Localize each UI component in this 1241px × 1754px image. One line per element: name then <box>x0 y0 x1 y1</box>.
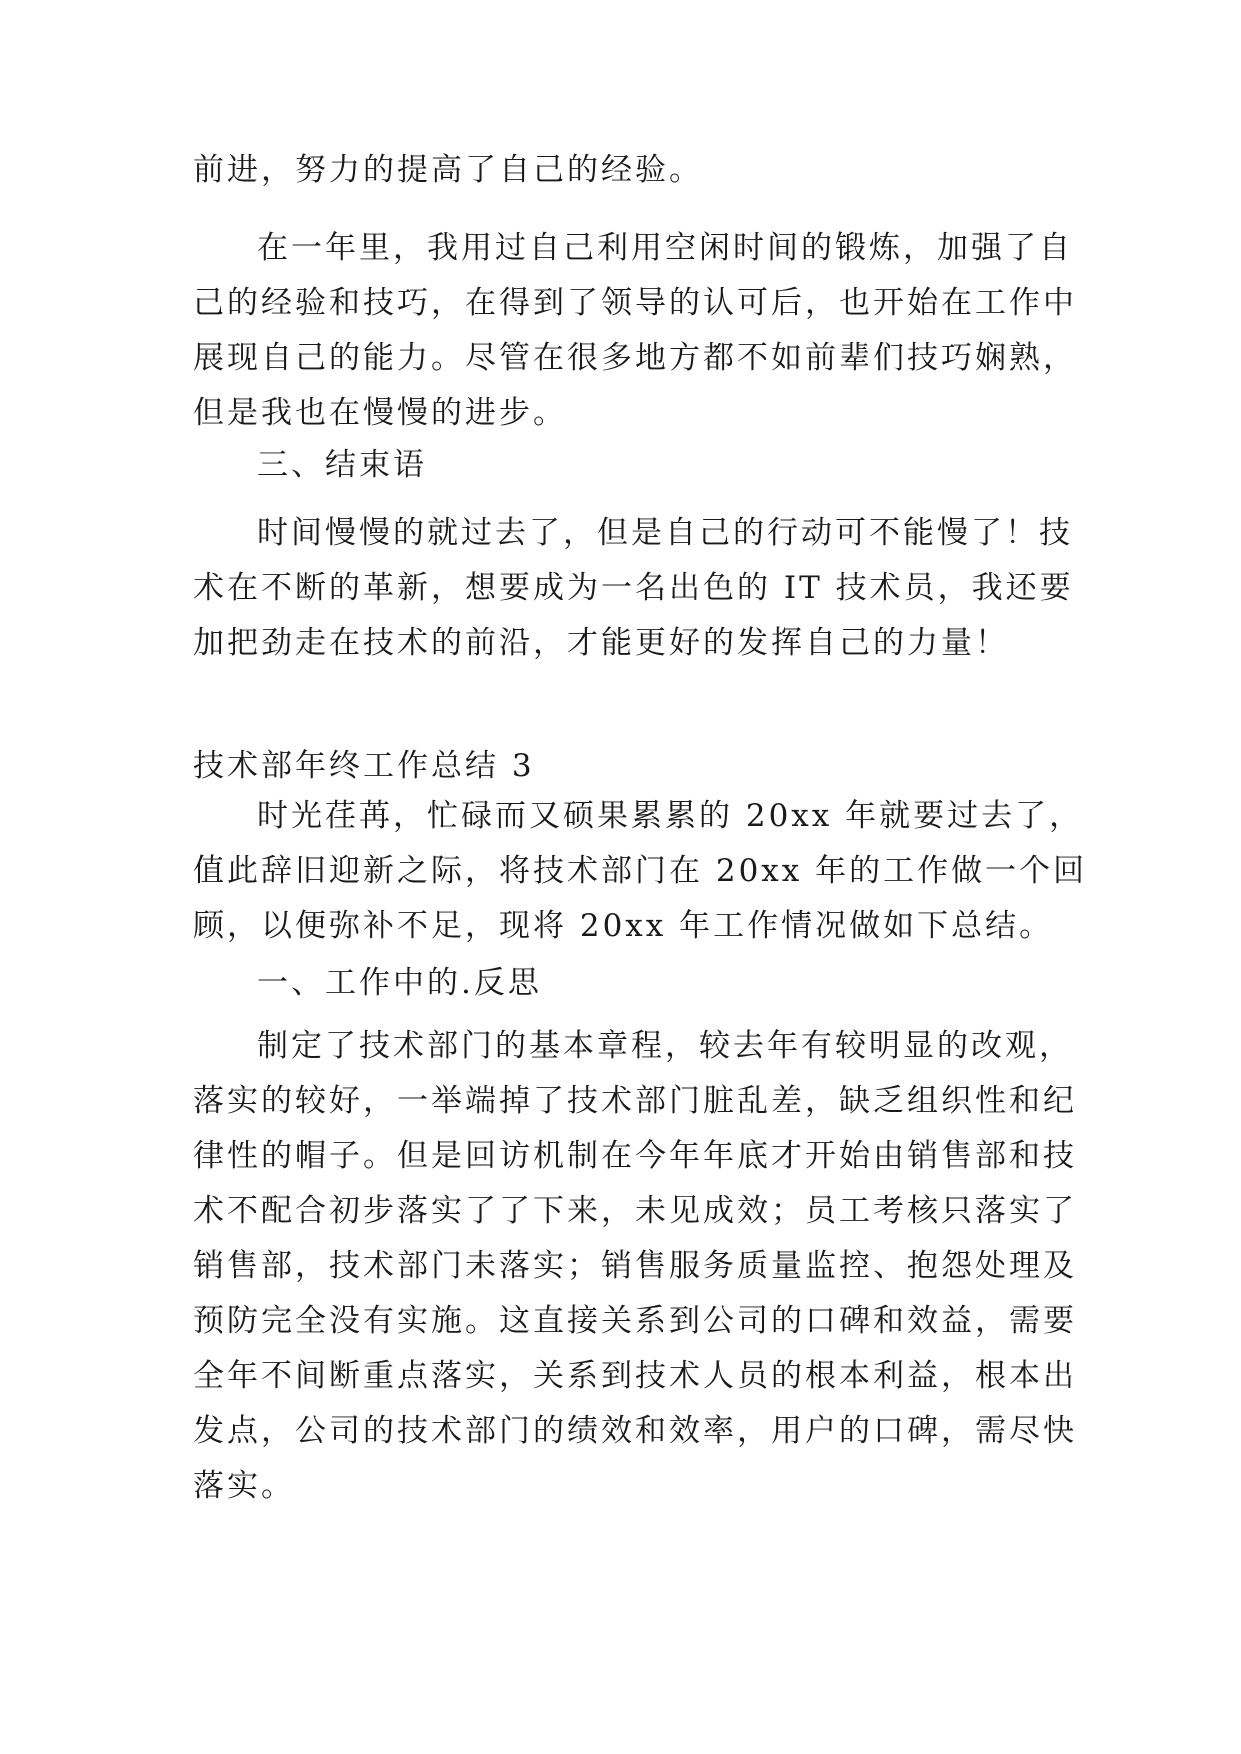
paragraph-line: 但是我也在慢慢的进步。 <box>193 395 567 431</box>
paragraph-line: 预防完全没有实施。这直接关系到公司的口碑和效益，需要 <box>193 1303 1077 1339</box>
paragraph-line: 己的经验和技巧，在得到了领导的认可后，也开始在工作中 <box>193 285 1077 321</box>
paragraph-line: 加把劲走在技术的前沿，才能更好的发挥自己的力量！ <box>193 625 1009 661</box>
section-heading: 一、工作中的.反思 <box>257 965 542 1001</box>
paragraph-line: 落实的较好，一举端掉了技术部门脏乱差，缺乏组织性和纪 <box>193 1083 1077 1119</box>
paragraph-line: 术在不断的革新，想要成为一名出色的 IT 技术员，我还要 <box>193 570 1074 606</box>
paragraph-line: 顾，以便弥补不足，现将 20xx 年工作情况做如下总结。 <box>193 908 1054 944</box>
paragraph-line: 展现自己的能力。尽管在很多地方都不如前辈们技巧娴熟， <box>193 340 1077 376</box>
paragraph-line: 术不配合初步落实了了下来，未见成效；员工考核只落实了 <box>193 1193 1077 1229</box>
paragraph-line: 值此辞旧迎新之际，将技术部门在 20xx 年的工作做一个回 <box>193 853 1088 889</box>
paragraph-line: 销售部，技术部门未落实；销售服务质量监控、抱怨处理及 <box>193 1248 1077 1284</box>
paragraph-line: 在一年里，我用过自己利用空闲时间的锻炼，加强了自 <box>257 230 1073 266</box>
paragraph-line: 全年不间断重点落实，关系到技术人员的根本利益，根本出 <box>193 1358 1077 1394</box>
paragraph-line: 发点，公司的技术部门的绩效和效率，用户的口碑，需尽快 <box>193 1413 1077 1449</box>
paragraph-line: 落实。 <box>193 1468 295 1504</box>
paragraph-line: 律性的帽子。但是回访机制在今年年底才开始由销售部和技 <box>193 1138 1077 1174</box>
section-heading: 三、结束语 <box>257 447 427 483</box>
paragraph-line: 时光荏苒，忙碌而又硕果累累的 20xx 年就要过去了， <box>257 798 1084 834</box>
document-title: 技术部年终工作总结 3 <box>193 748 535 784</box>
paragraph-line: 制定了技术部门的基本章程，较去年有较明显的改观， <box>257 1028 1073 1064</box>
paragraph-line: 时间慢慢的就过去了，但是自己的行动可不能慢了！技 <box>257 515 1073 551</box>
paragraph-line: 前进，努力的提高了自己的经验。 <box>193 152 703 188</box>
